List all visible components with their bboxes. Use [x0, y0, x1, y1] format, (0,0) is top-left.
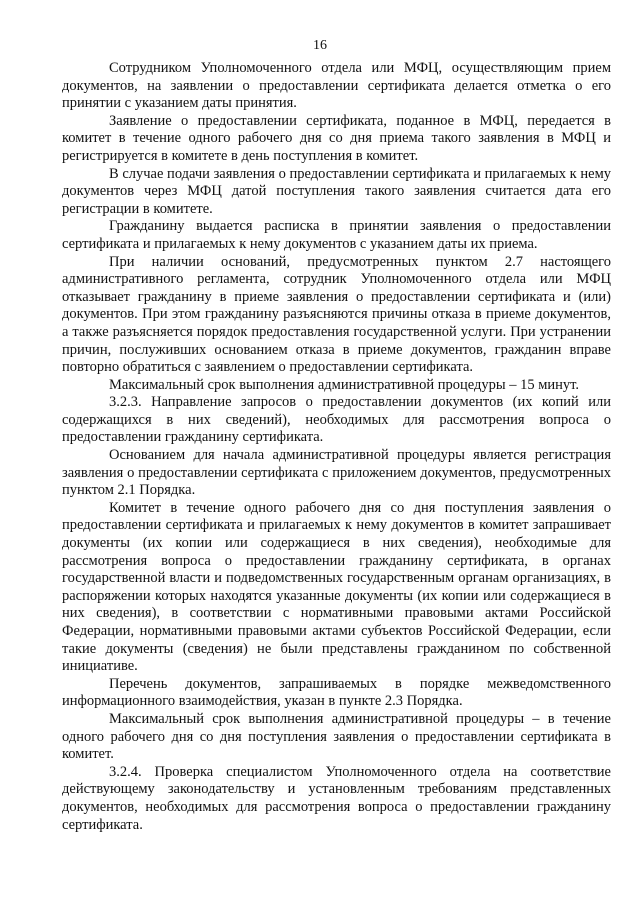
paragraph-acceptance-mark: Сотрудником Уполномоченного отдела или МФЦ, осуществляющим прием документов, на заявлении о предоставлении сертификата делается отметка о его принятии с указанием даты принятия. [62, 60, 611, 112]
paragraph-mfc-receipt-date: В случае подачи заявления о предоставлении сертификата и прилагаемых к нему документов через МФЦ датой поступления такого заявления считается дата его регистрации в комитете. [62, 165, 611, 217]
paragraph-mfc-transfer: Заявление о предоставлении сертификата, поданное в МФЦ, передается в комитет в течение одного рабочего дня со дня приема такого заявления в МФЦ и регистрируется в комитете в день поступления в комитет. [62, 112, 611, 164]
paragraph-section-3-2-3: 3.2.3. Направление запросов о предоставлении документов (их копий или содержащихся в них сведений), необходимых для рассмотрения вопроса о предоставлении гражданину сертификата. [62, 394, 611, 446]
paragraph-section-3-2-4: 3.2.4. Проверка специалистом Уполномоченного отдела на соответствие действующему законодательству и установленным требованиям представленных документов, необходимых для рассмотрения вопроса о предоставлении гражданину сертификата. [62, 763, 611, 833]
paragraph-refusal-grounds: При наличии оснований, предусмотренных пунктом 2.7 настоящего административного регламента, сотрудник Уполномоченного отдела или МФЦ отказывает гражданину в приеме заявления о предоставлении сертификата и (или) документов. При этом гражданину разъясняются причины отказа в приеме документов, а также разъясняется порядок предоставления государственной услуги. При устранении причин, послуживших основанием отказа в приеме документов, гражданин вправе повторно обратиться с заявлением о предоставлении сертификата. [62, 253, 611, 376]
paragraph-committee-requests: Комитет в течение одного рабочего дня со дня поступления заявления о предоставлении сертификата и прилагаемых к нему документов в комитет запрашивает документы (их копии или содержащиеся в них сведения), необходимые для рассмотрения вопроса о предоставлении гражданину сертификата, в органах государственной власти и подведомственных государственным органам организациях, в распоряжении которых находятся указанные документы (их копии или содержащиеся в них сведения), в соответствии с нормативными правовыми актами Российской Федерации, нормативными правовыми актами субъектов Российской Федерации, если такие документы (сведения) не были представлены гражданином по собственной инициативе. [62, 499, 611, 675]
paragraph-max-time-15-min: Максимальный срок выполнения административной процедуры – 15 минут. [109, 376, 580, 393]
paragraph-max-time-one-day: Максимальный срок выполнения административной процедуры – в течение одного рабочего дня со дня поступления заявления о предоставлении сертификата в комитет. [62, 710, 611, 763]
document-body [62, 60, 611, 834]
page-number: 16 [313, 38, 327, 53]
paragraph-procedure-basis: Основанием для начала административной процедуры является регистрация заявления о предоставлении сертификата с приложением документов, предусмотренных пунктом 2.1 Порядка. [62, 447, 611, 499]
paragraph-receipt-issued: Гражданину выдается расписка в принятии заявления о предоставлении сертификата и прилагаемых к нему документов с указанием даты их приема. [62, 218, 611, 252]
paragraph-document-list: Перечень документов, запрашиваемых в порядке межведомственного информационного взаимодействия, указан в пункте 2.3 Порядка. [62, 675, 611, 710]
